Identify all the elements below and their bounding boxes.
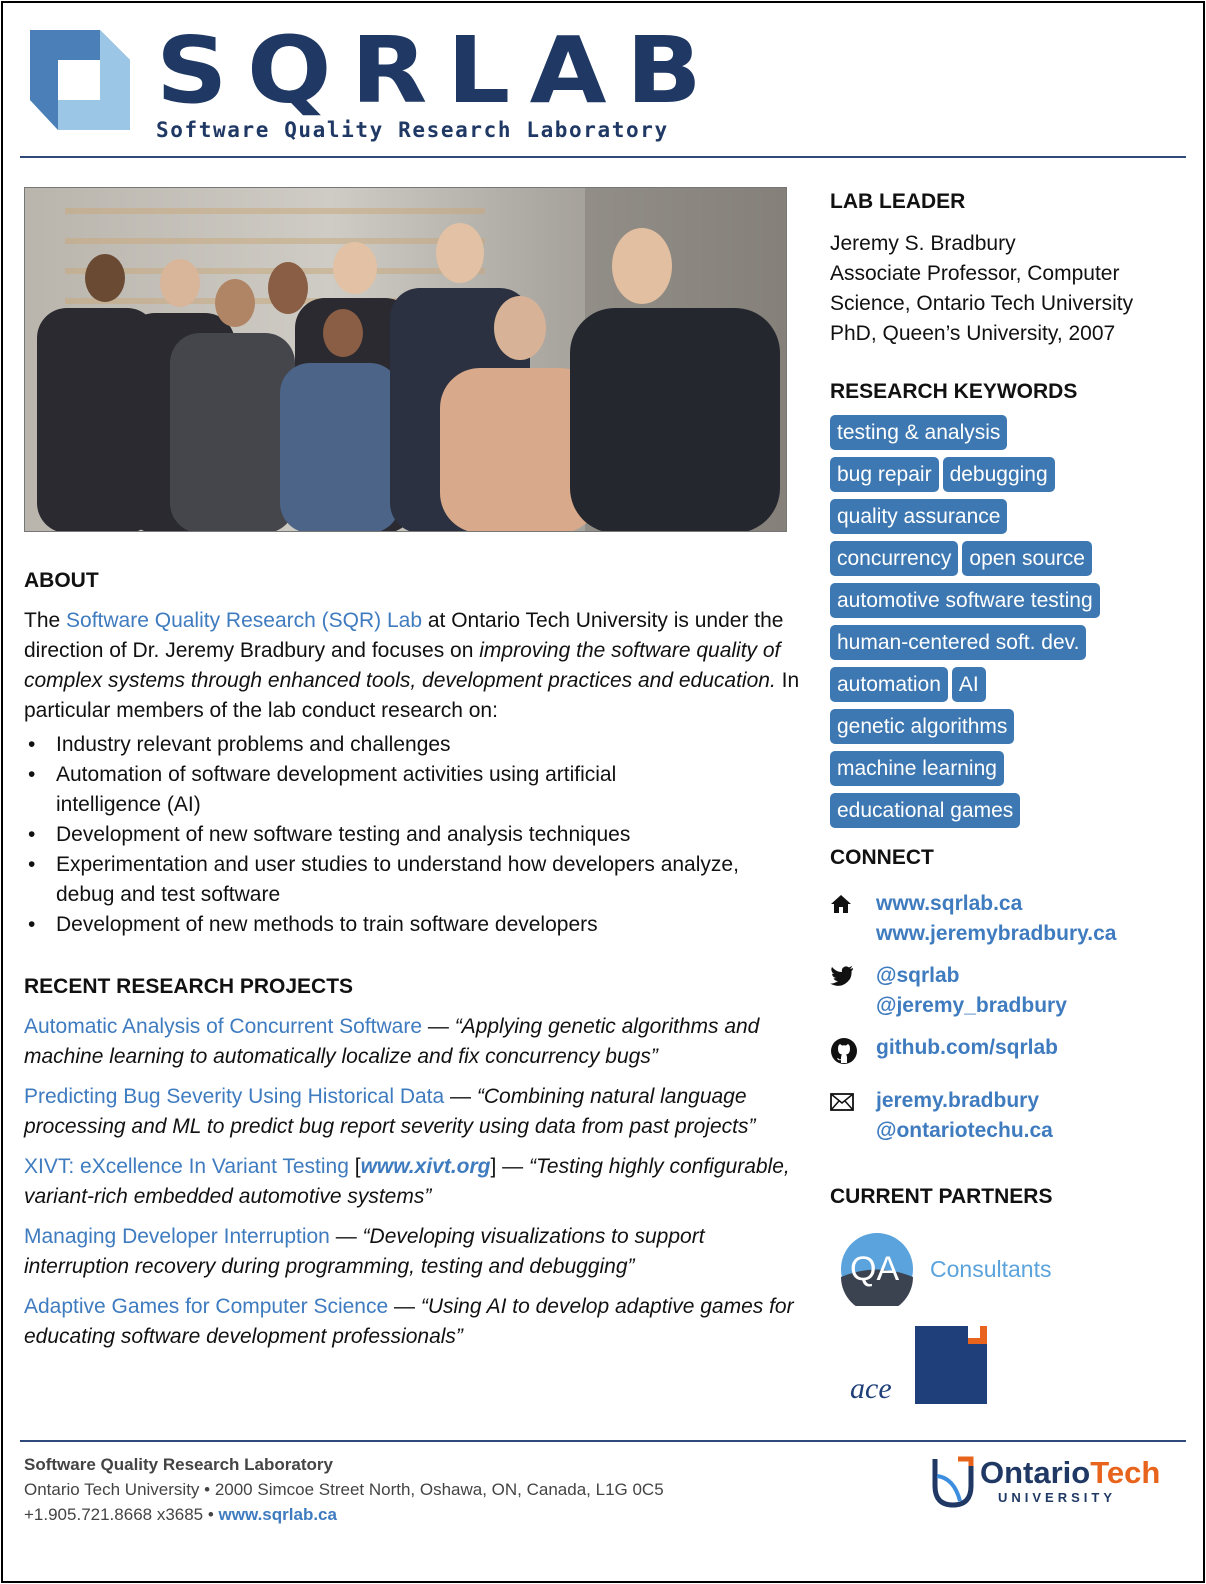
logo-tech: Tech (1090, 1455, 1161, 1490)
qa-consultants-logo (840, 1232, 1180, 1306)
keyword-tag: educational games (830, 793, 1020, 828)
keyword-row (830, 457, 1180, 499)
project-item: Predicting Bug Severity Using Historical Data — “Combining natural language processing and ML to predict bug report severity using data from past projects” (24, 1085, 756, 1138)
keyword-tag: concurrency (830, 541, 958, 576)
footer-divider (20, 1440, 1186, 1442)
leader-degree: PhD, Queen’s University, 2007 (830, 322, 1116, 345)
keyword-tag: testing & analysis (830, 415, 1007, 450)
connect-item (830, 961, 1180, 1021)
keywords-heading: RESEARCH KEYWORDS (830, 380, 1078, 403)
qa-logo-icon (840, 1232, 914, 1306)
logo-title: SQRLAB (156, 17, 722, 124)
bullet-item: • Industry relevant problems and challenges (24, 730, 804, 760)
project-description: “Using AI to develop adaptive games for educating software development professionals” (24, 1295, 794, 1348)
project-description: “Testing highly configurable, variant-rich embedded automotive systems” (24, 1155, 790, 1208)
bullet-item: • Development of new software testing and analysis techniques (24, 820, 804, 850)
keyword-row (830, 751, 1180, 793)
github-icon (830, 1033, 876, 1074)
keyword-tag: AI (952, 667, 986, 702)
logo-university: UNIVERSITY (998, 1490, 1117, 1505)
keyword-tag: human-centered soft. dev. (830, 625, 1086, 660)
connect-link[interactable]: www.sqrlab.ca (876, 892, 1023, 915)
keyword-tag: quality assurance (830, 499, 1007, 534)
twitter-icon (830, 961, 876, 1021)
sqrlab-logo (30, 17, 722, 142)
right-column (830, 187, 1180, 1416)
project-website-link[interactable]: www.xivt.org (360, 1155, 491, 1178)
ace-text: ace (850, 1372, 892, 1405)
qa-consultants-text: Consultants (930, 1256, 1052, 1282)
keyword-row (830, 709, 1180, 751)
keyword-row (830, 415, 1180, 457)
footer-address: Ontario Tech University • 2000 Simcoe Street North, Oshawa, ON, Canada, L1G 0C5 (24, 1480, 664, 1499)
connect-link[interactable]: www.jeremybradbury.ca (876, 922, 1117, 945)
project-item: XIVT: eXcellence In Variant Testing [www.xivt.org] — “Testing highly configurable, variant-rich embedded automotive systems” (24, 1155, 790, 1208)
project-link[interactable]: XIVT: eXcellence In Variant Testing (24, 1155, 349, 1178)
logo-ontario: Ontario (980, 1455, 1091, 1490)
partners-heading: CURRENT PARTNERS (830, 1185, 1053, 1208)
project-link[interactable]: Adaptive Games for Computer Science (24, 1295, 389, 1318)
about-heading: ABOUT (24, 569, 99, 592)
keyword-row (830, 583, 1180, 625)
connect-list (830, 889, 1180, 1146)
leader-name: Jeremy S. Bradbury (830, 232, 1016, 255)
keyword-tag: machine learning (830, 751, 1004, 786)
header-divider (20, 156, 1186, 158)
about-text: In particular members of the lab conduct research on: (24, 669, 800, 722)
keyword-row (830, 793, 1180, 835)
project-description: “Combining natural language processing and ML to predict bug report severity using data from past projects” (24, 1085, 756, 1138)
connect-link[interactable]: jeremy.bradbury (876, 1089, 1040, 1112)
connect-item (830, 1033, 1180, 1074)
logo-cube-icon (30, 30, 130, 130)
about-text: The (24, 609, 67, 632)
bullet-item: • Development of new methods to train software developers (24, 910, 804, 940)
keyword-tag: automotive software testing (830, 583, 1100, 618)
connect-heading: CONNECT (830, 846, 934, 869)
bracket: [ (348, 1155, 361, 1178)
lab-link[interactable]: Software Quality Research (SQR) Lab (66, 609, 423, 632)
project-description: “Developing visualizations to support interruption recovery during programming, testing and debugging” (24, 1225, 705, 1278)
bullet-item: • Automation of software development activities using artificial intelligence (AI) (24, 760, 804, 820)
project-item: Adaptive Games for Computer Science — “Using AI to develop adaptive games for educating software development professionals” (24, 1295, 794, 1348)
research-bullets (24, 730, 804, 940)
keyword-tags (830, 415, 1180, 835)
footer-phone: +1.905.721.8668 x3685 • (24, 1505, 219, 1524)
left-column (24, 566, 804, 1362)
project-link[interactable]: Managing Developer Interruption (24, 1225, 330, 1248)
keyword-row (830, 667, 1180, 709)
keyword-tag: bug repair (830, 457, 939, 492)
project-item: Automatic Analysis of Concurrent Software — “Applying genetic algorithms and machine learning to automatically localize and fix concurrency bugs” (24, 1015, 760, 1068)
about-text: at Ontario Tech University is under the direction of Dr. Jeremy Bradbury and focuses on (24, 609, 784, 662)
ontario-tech-shield-icon (932, 1456, 974, 1508)
keyword-tag: open source (962, 541, 1092, 576)
leader-title: Associate Professor, Computer Science, Ontario Tech University (830, 262, 1134, 315)
projects-list (24, 1012, 804, 1352)
ace-logo (830, 1326, 1180, 1416)
leader-heading: LAB LEADER (830, 190, 966, 213)
footer-lab-name: Software Quality Research Laboratory (24, 1455, 333, 1474)
connect-item (830, 1086, 1180, 1146)
footer-web-link[interactable]: www.sqrlab.ca (218, 1505, 337, 1524)
project-description: “Applying genetic algorithms and machine learning to automatically localize and fix concurrency bugs” (24, 1015, 760, 1068)
bullet-item: • Experimentation and user studies to understand how developers analyze, debug and test software (24, 850, 804, 910)
connect-link[interactable]: @ontariotechu.ca (876, 1119, 1053, 1142)
keyword-tag: debugging (943, 457, 1055, 492)
keyword-tag: automation (830, 667, 948, 702)
footer (24, 1452, 664, 1527)
keyword-row (830, 499, 1180, 541)
about-paragraph (24, 606, 804, 726)
connect-link[interactable]: @jeremy_bradbury (876, 994, 1067, 1017)
ontario-tech-logo (932, 1456, 1160, 1508)
team-photo (24, 187, 787, 532)
connect-item (830, 889, 1180, 949)
connect-link[interactable]: @sqrlab (876, 964, 960, 987)
connect-link[interactable]: github.com/sqrlab (876, 1036, 1059, 1059)
projects-heading: RECENT RESEARCH PROJECTS (24, 975, 354, 998)
bracket: ] (490, 1155, 497, 1178)
project-link[interactable]: Automatic Analysis of Concurrent Software (24, 1015, 423, 1038)
mail-icon (830, 1086, 876, 1146)
leader-info (830, 229, 1180, 349)
svg-text:QA: QA (850, 1250, 900, 1288)
keyword-tag: genetic algorithms (830, 709, 1014, 744)
logo-subtitle: Software Quality Research Laboratory (156, 118, 669, 142)
keyword-row (830, 541, 1180, 583)
home-icon (830, 889, 876, 949)
keyword-row (830, 625, 1180, 667)
project-item: Managing Developer Interruption — “Developing visualizations to support interruption recovery during programming, testing and debugging” (24, 1225, 705, 1278)
project-link[interactable]: Predicting Bug Severity Using Historical Data (24, 1085, 445, 1108)
about-emphasis: improving the software quality of complex systems through enhanced tools, development practices and education. (24, 639, 781, 692)
